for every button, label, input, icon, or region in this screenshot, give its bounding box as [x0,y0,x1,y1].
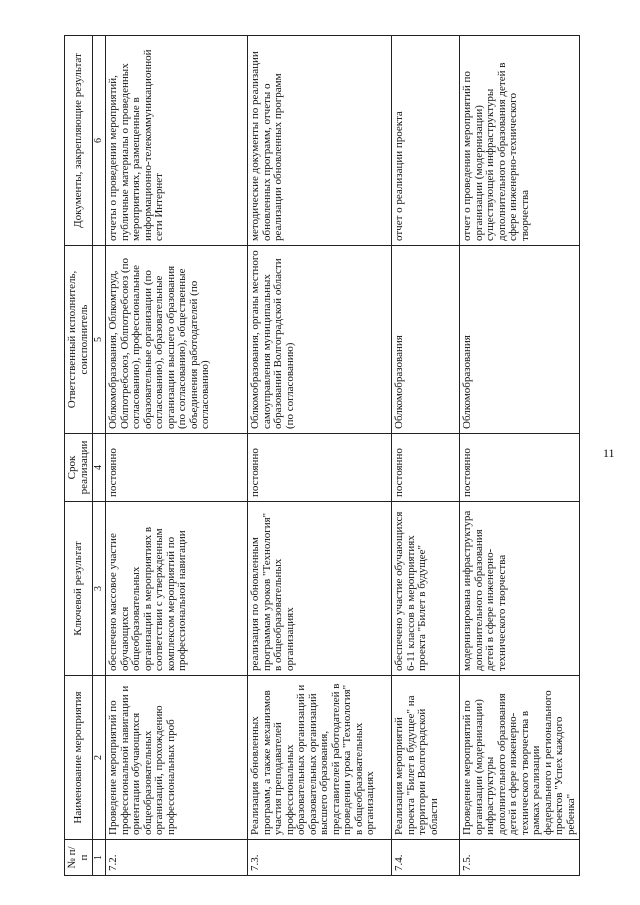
row-number: 7.5. [460,840,580,876]
column-number: 2 [93,676,106,840]
row-term: постоянно [392,434,460,502]
row-number: 7.2. [106,840,248,876]
row-documents: отчет о реализации проекта [392,36,460,246]
activities-table [64,35,580,876]
row-result: обеспечено участие обучающихся 6-11 классов в мероприятиях проекта "Билет в будущее" [392,502,460,676]
table-row [460,36,580,876]
header-num: № п/п [65,840,93,876]
row-number: 7.3. [248,840,392,876]
row-documents: методические документы по реализации обновленных программ, отчеты о реализации обновленных программ [248,36,392,246]
row-result: обеспечено массовое участие обучающихся общеобразовательных организаций в мероприятиях в соответствии с утвержденным комплексом мероприятий по профессиональной навигации [106,502,248,676]
header-documents: Документы, закрепляющие результат [65,36,93,246]
rotated-table-container [64,36,594,876]
row-executor: Облкомобразования, органы местного самоуправления муниципальных образований Волгоградской области (по согласованию) [248,246,392,434]
column-number: 5 [93,246,106,434]
row-documents: отчеты о проведении мероприятий, публичные материалы о проведенных мероприятиях, размещенные в информационно-телекоммуникационной сети Интернет [106,36,248,246]
header-result: Ключевой результат [65,502,93,676]
column-number: 3 [93,502,106,676]
row-executor: Облкомобразования [460,246,580,434]
row-result: реализация по обновленным программам уроков "Технология" в общеобразовательных организациях [248,502,392,676]
table-header-row [65,36,93,876]
column-number: 6 [93,36,106,246]
row-documents: отчет о проведении мероприятий по организации (модернизации) существующей инфраструктуры дополнительного образования детей в сфере инженерно-технического творчества [460,36,580,246]
row-term: постоянно [106,434,248,502]
row-result: модернизирована инфраструктура дополнительного образования детей в сфере инженерно-технического творчества [460,502,580,676]
header-name: Наименование мероприятия [65,676,93,840]
table-row [248,36,392,876]
column-number: 4 [93,434,106,502]
row-name: Проведение мероприятий по организации (модернизации) инфраструктуры дополнительного образования детей в сфере инженерно-технического творчества в рамках реализации федерального и регионального проектов "Успех каждого ребенка" [460,676,580,840]
row-executor: Облкомобразования [392,246,460,434]
row-term: постоянно [248,434,392,502]
row-name: Проведение мероприятий по профессиональной навигации и ориентации обучающихся общеобразовательных организаций, прохождению профессиональных проб [106,676,248,840]
header-executor: Ответственный исполнитель, соисполнитель [65,246,93,434]
column-number-row [93,36,106,876]
row-name: Реализация обновленных программ, а также механизмов участия преподавателей профессиональных образовательных организаций и образовательных организаций высшего образования, представителей работодателей в проведении урока "Технология" в общеобразовательных организациях [248,676,392,840]
table-row [106,36,248,876]
row-term: постоянно [460,434,580,502]
row-number: 7.4. [392,840,460,876]
column-number: 1 [93,840,106,876]
row-executor: Облкомобразования, Облкомтруд, Облпотребсоюз, Облпотребсоюз (по согласованию), профессиональные образовательные организации (по согласованию), образовательные организации высшего образования (по согласованию), общественные объединения работодателей (по согласованию) [106,246,248,434]
header-term: Срок реализации [65,434,93,502]
table-row [392,36,460,876]
page-number: 11 [603,446,615,460]
row-name: Реализация мероприятий проекта "Билет в будущее" на территории Волгоградской области [392,676,460,840]
